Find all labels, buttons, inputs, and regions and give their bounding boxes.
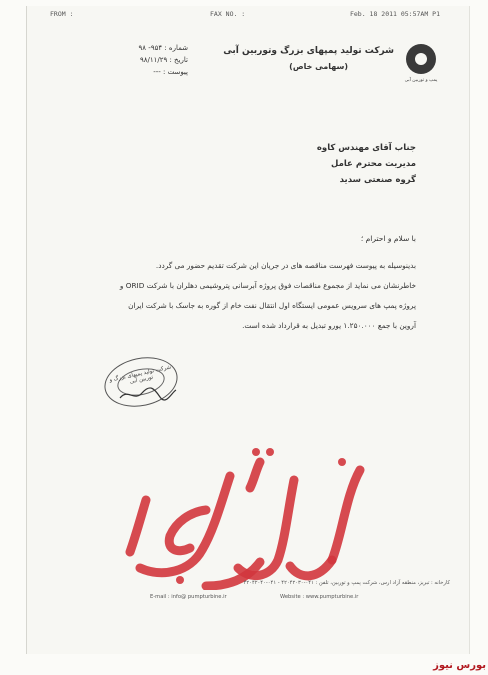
footer-email: E-mail : info@ pumpturbine.ir <box>150 594 227 600</box>
signature <box>118 384 178 404</box>
corner-brand-label: بورس نیوز <box>433 660 486 671</box>
letter-date: تاریخ : ۹۸/۱۱/۲۹ <box>139 56 188 64</box>
watermark-strokes <box>130 462 360 586</box>
recipient-block <box>216 140 416 188</box>
stamp-text: شرکت تولید پمپهای بزرگ و توربین آبی <box>108 364 172 386</box>
recipient-title: مدیریت محترم عامل <box>331 159 416 169</box>
watermark-stroke <box>290 560 332 576</box>
letter-attachment: پیوست : --- <box>153 68 188 76</box>
footer-contact <box>60 594 450 604</box>
company-type: (سهامی خاص) <box>289 62 348 71</box>
watermark-dot <box>252 448 260 456</box>
watermark-logo <box>110 440 380 590</box>
recipient-name: جناب آقای مهندس کاوه <box>316 143 416 153</box>
company-logo <box>400 42 442 94</box>
logo-caption: پمپ و توربین آبی <box>404 78 438 83</box>
greeting: با سلام و احترام ؛ <box>360 234 416 243</box>
letter-meta <box>108 42 188 78</box>
watermark-stroke <box>130 500 146 552</box>
fax-number: FAX NO. : <box>210 10 246 18</box>
watermark-dot <box>266 448 274 456</box>
body-line: بدینوسیله به پیوست فهرست مناقصه های در جریان این شرکت تقدیم حضور می گردد. <box>155 261 416 270</box>
letter-number: شماره : ۹۵۴- ۹۸ <box>138 44 188 52</box>
company-gear-logo-icon <box>406 44 436 74</box>
recipient-organization: گروه صنعتی سدید <box>339 175 416 185</box>
watermark-stroke <box>238 480 294 576</box>
fax-from: FROM : <box>50 10 74 18</box>
watermark-stroke <box>140 476 230 573</box>
letter-body <box>76 256 416 336</box>
body-line: خاطرنشان می نماید از مجموع مناقصات فوق پروژه آبرسانی پتروشیمی دهلران با شرکت ORID و <box>119 281 416 290</box>
footer-address: کارخانه : تبریز، منطقه آزاد ارس، شرکت پمپ و توربین، تلفن : ۰۴۱-۴۲۰۴۲۰۳۰ - ۰۴۱-۴۲۰۴۲۰۴۰ <box>243 580 450 586</box>
watermark-dot <box>338 458 346 466</box>
watermark-stroke <box>332 470 360 560</box>
body-line: پروژه پمپ های سرویس عمومی ایستگاه اول انتقال نفت خام از گوره به جاسک با شرکت ایران <box>128 301 416 310</box>
body-line: آروین با جمع ۱.۲۵۰.۰۰۰ یورو تبدیل به قرارداد شده است. <box>242 321 416 330</box>
fax-date: Feb. 18 2011 05:57AM P1 <box>349 10 440 18</box>
watermark-stroke <box>250 462 260 488</box>
letter-footer <box>60 580 450 604</box>
fax-header <box>30 8 450 22</box>
footer-website: Website : www.pumpturbine.ir <box>280 594 359 600</box>
company-name: شرکت تولید پمپهای بزرگ وتوربین آبی <box>223 46 394 56</box>
